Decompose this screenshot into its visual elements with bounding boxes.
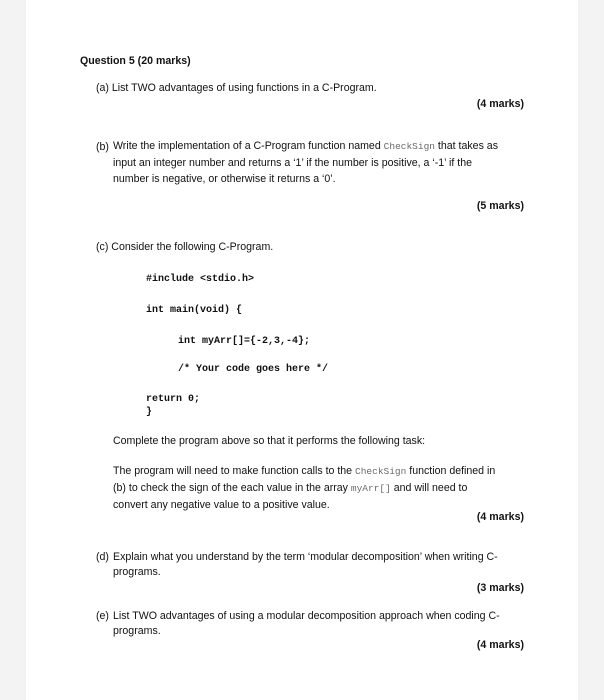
- part-d-label: (d): [96, 551, 109, 563]
- checksign-ref-b: CheckSign: [383, 141, 435, 152]
- part-c-paragraph: [113, 463, 524, 513]
- part-c-p1-post: function defined in: [406, 465, 496, 477]
- part-b-text: [113, 138, 524, 187]
- part-b-line3: number is negative, or otherwise it returns a ‘0’.: [113, 173, 336, 185]
- question-title: Question 5 (20 marks): [80, 55, 191, 67]
- part-b-label: (b): [96, 141, 109, 153]
- part-d-line1: Explain what you understand by the term ‘modular decomposition’ when writing C-: [113, 551, 498, 563]
- part-e-line1: List TWO advantages of using a modular decomposition approach when coding C-: [113, 610, 500, 622]
- code-return: return 0;: [146, 394, 201, 405]
- part-c-task: Complete the program above so that it performs the following task:: [113, 435, 426, 447]
- part-b-line2: input an integer number and returns a ‘1’ if the number is positive, a ‘-1’ if the: [113, 157, 473, 169]
- part-c-intro: (c) Consider the following C-Program.: [96, 241, 274, 253]
- part-a-text: (a) List TWO advantages of using functions in a C-Program.: [96, 82, 377, 94]
- part-e-marks: (4 marks): [476, 639, 524, 651]
- checksign-ref-c: CheckSign: [355, 466, 407, 477]
- part-c-p1-pre: The program will need to make function calls to the: [113, 465, 356, 477]
- part-c-p2-post: and will need to: [390, 482, 468, 494]
- part-c-p2-pre: (b) to check the sign of the each value in the array: [113, 482, 351, 494]
- part-b-marks: (5 marks): [476, 200, 524, 212]
- part-b-line1-post: that takes as: [434, 140, 498, 152]
- part-e-label: (e): [96, 610, 109, 622]
- document-page: [26, 0, 578, 700]
- part-c-p3: convert any negative value to a positive value.: [113, 499, 330, 511]
- code-array: int myArr[]={-2,3,-4};: [178, 336, 311, 347]
- myarr-ref: myArr[]: [350, 483, 391, 494]
- code-comment: /* Your code goes here */: [178, 364, 329, 375]
- part-c-marks: (4 marks): [476, 511, 524, 523]
- code-close: }: [146, 407, 153, 418]
- part-a-marks: (4 marks): [476, 98, 524, 110]
- code-main: int main(void) {: [146, 305, 243, 316]
- part-d-marks: (3 marks): [476, 582, 524, 594]
- part-e-line2: programs.: [113, 625, 161, 637]
- part-b-line1-pre: Write the implementation of a C-Program function named: [113, 140, 384, 152]
- code-include: #include <stdio.h>: [146, 274, 255, 285]
- part-d-line2: programs.: [113, 566, 161, 578]
